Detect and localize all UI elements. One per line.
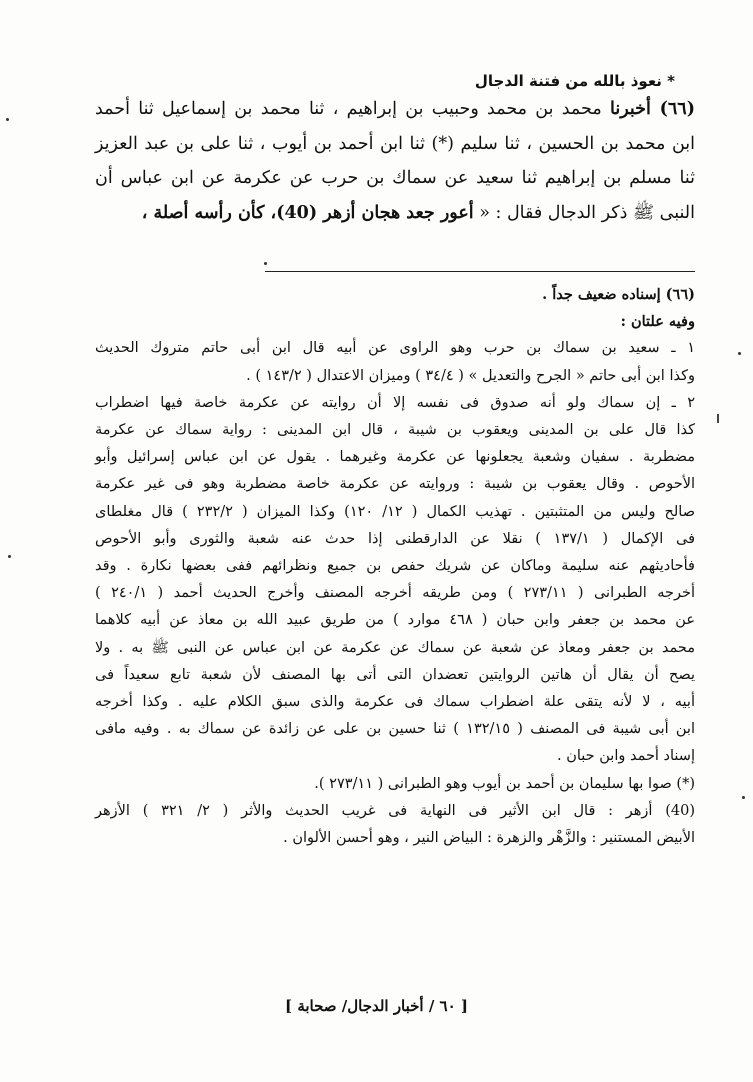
footnote-line: محمد بن جعفر ومعاذ عن شعبة عن سماك عن عكرمة عن ابن عباس عن النبى ﷺ به . ولا: [95, 639, 695, 656]
hadith-number: (٦٦) أخبرنا: [610, 99, 695, 119]
scan-speck: [6, 118, 9, 121]
footnote-subheading: وفيه علتان :: [620, 313, 695, 331]
footnote-line: إسناد أحمد وابن حبان .: [557, 748, 695, 765]
hadith-line-text: النبى ﷺ ذكر الدجال فقال : «: [479, 202, 695, 223]
hadith-line: [95, 196, 695, 231]
scan-speck: [8, 555, 11, 558]
hadith-line: [95, 92, 695, 127]
footnote-line: يصح أن يقال أن هاتين الروايتين تعضدان التى أتى بها المصنف لأن شعبة تابع سعيداً فى: [95, 666, 695, 683]
footnote-separator: [265, 271, 695, 272]
footnote-line: وكذا ابن أبى حاتم « الجرح والتعديل » ( ٣٤/٤ ) وميزان الاعتدال ( ١٤٣/٢ ) .: [246, 367, 695, 384]
footnote-line: ١ ـ سعيد بن سماك بن حرب وهو الراوى عن أبيه قال ابن أبى حاتم متروك الحديث: [95, 340, 695, 357]
footnote-40-continued: الأبيض المستنير : والزَّهْر والزهرة : البياض النير ، وهو أحسن الألوان .: [283, 830, 695, 847]
hadith-quote: أعور جعد هجان أزهر (40)، كأن رأسه أصلة ،: [141, 202, 474, 223]
hadith-line: ثنا مسلم بن إبراهيم ثنا سعيد عن سماك بن حرب عن عكرمة عن ابن عباس أن: [95, 168, 695, 188]
footnote-line: مضطربة . سفيان وشعبة يجعلونها عن عكرمة وغيرهما . يقول عن ابن عباس إسرائيل وأبو: [95, 449, 695, 466]
hadith-line: ابن محمد بن الحسين ، ثنا سليم (*) ثنا ابن أحمد بن أيوب ، ثنا على بن عبد العزيز: [95, 133, 695, 154]
footnote-line: كذا قال على بن المدينى ويعقوب بن شيبة ، قال ابن المدينى : رواية سماك عن عكرمة: [95, 422, 695, 439]
footnotes: [95, 281, 695, 852]
footnote-line: أخرجه الطبرانى ( ٢٧٣/١١ ) ومن طريقه أخرجه المصنف وأخرج الحديث أحمد ( ٢٤٠/١ ): [95, 585, 695, 602]
star-footnote: (*) صوا بها سليمان بن أحمد بن أيوب وهو الطبرانى ( ٢٧٣/١١ ).: [314, 775, 695, 792]
footnote-line: فأحاديثهم عنه سليمة وماكان عن شريك حفص بن جميع ونظرائهم ففى بعضها نكارة . وقد: [95, 558, 695, 575]
footnote-line: ٢ ـ إن سماك ولو أنه صدوق فى نفسه إلا أن روايته عن عكرمة خاصة فيها اضطراب: [95, 394, 695, 411]
footnote-40: (40) أزهر : قال ابن الأثير فى النهاية فى غريب الحديث والأثر ( ٢/ ٣٢١ ) الأزهر: [95, 802, 695, 819]
footnote-line: عن محمد بن جعفر وابن حبان ( ٤٦٨ موارد ) من طريق عبيد الله بن معاذ عن أبيه كلاهما: [95, 612, 695, 629]
footnote-line: فى الإكمال ( ١٣٧/١ ) نقلا عن الدارقطنى إذا حدث عنه شعبة والثورى وأبو الأحوص: [95, 530, 695, 547]
footnote-line: ابن أبى شيبة فى المصنف ( ١٣٢/١٥ ) ثنا حسين بن على عن زائدة عن سماك به . وفيه مافى: [95, 721, 696, 738]
scan-speck: [738, 352, 741, 355]
footnote-line: أبيه ، لا لأنه يتقى علة اضطراب سماك فى عكرمة والذى سبق الكلام عليه . وكذا أخرجه: [95, 694, 695, 711]
scan-speck: [264, 262, 267, 265]
footnote-line: صالح وليس من المتثبتين . تهذيب الكمال ( ١٢/ ١٢٠) وكذا الميزان ( ٢٣٢/٢ ) قال مغلطاى: [95, 503, 696, 520]
hadith-line-text: محمد بن محمد وحبيب بن إبراهيم ، ثنا محمد بن إسماعيل ثنا أحمد: [95, 99, 610, 119]
page-footer: [ ٦٠ / أخبار الدجال/ صحابة ]: [285, 997, 468, 1015]
running-header: * نعوذ بالله من فتنة الدجال: [474, 72, 675, 90]
scan-speck: [742, 796, 745, 799]
footnote-line: الأحوص . وقال يعقوب بن شيبة : وروايته عن عكرمة خاصة مضطربة وهو فى غير عكرمة: [95, 476, 695, 493]
hadith-text: [95, 92, 695, 230]
footnote-heading: (٦٦) إسناده ضعيف جداً .: [542, 286, 695, 303]
scan-mark: [717, 414, 719, 423]
